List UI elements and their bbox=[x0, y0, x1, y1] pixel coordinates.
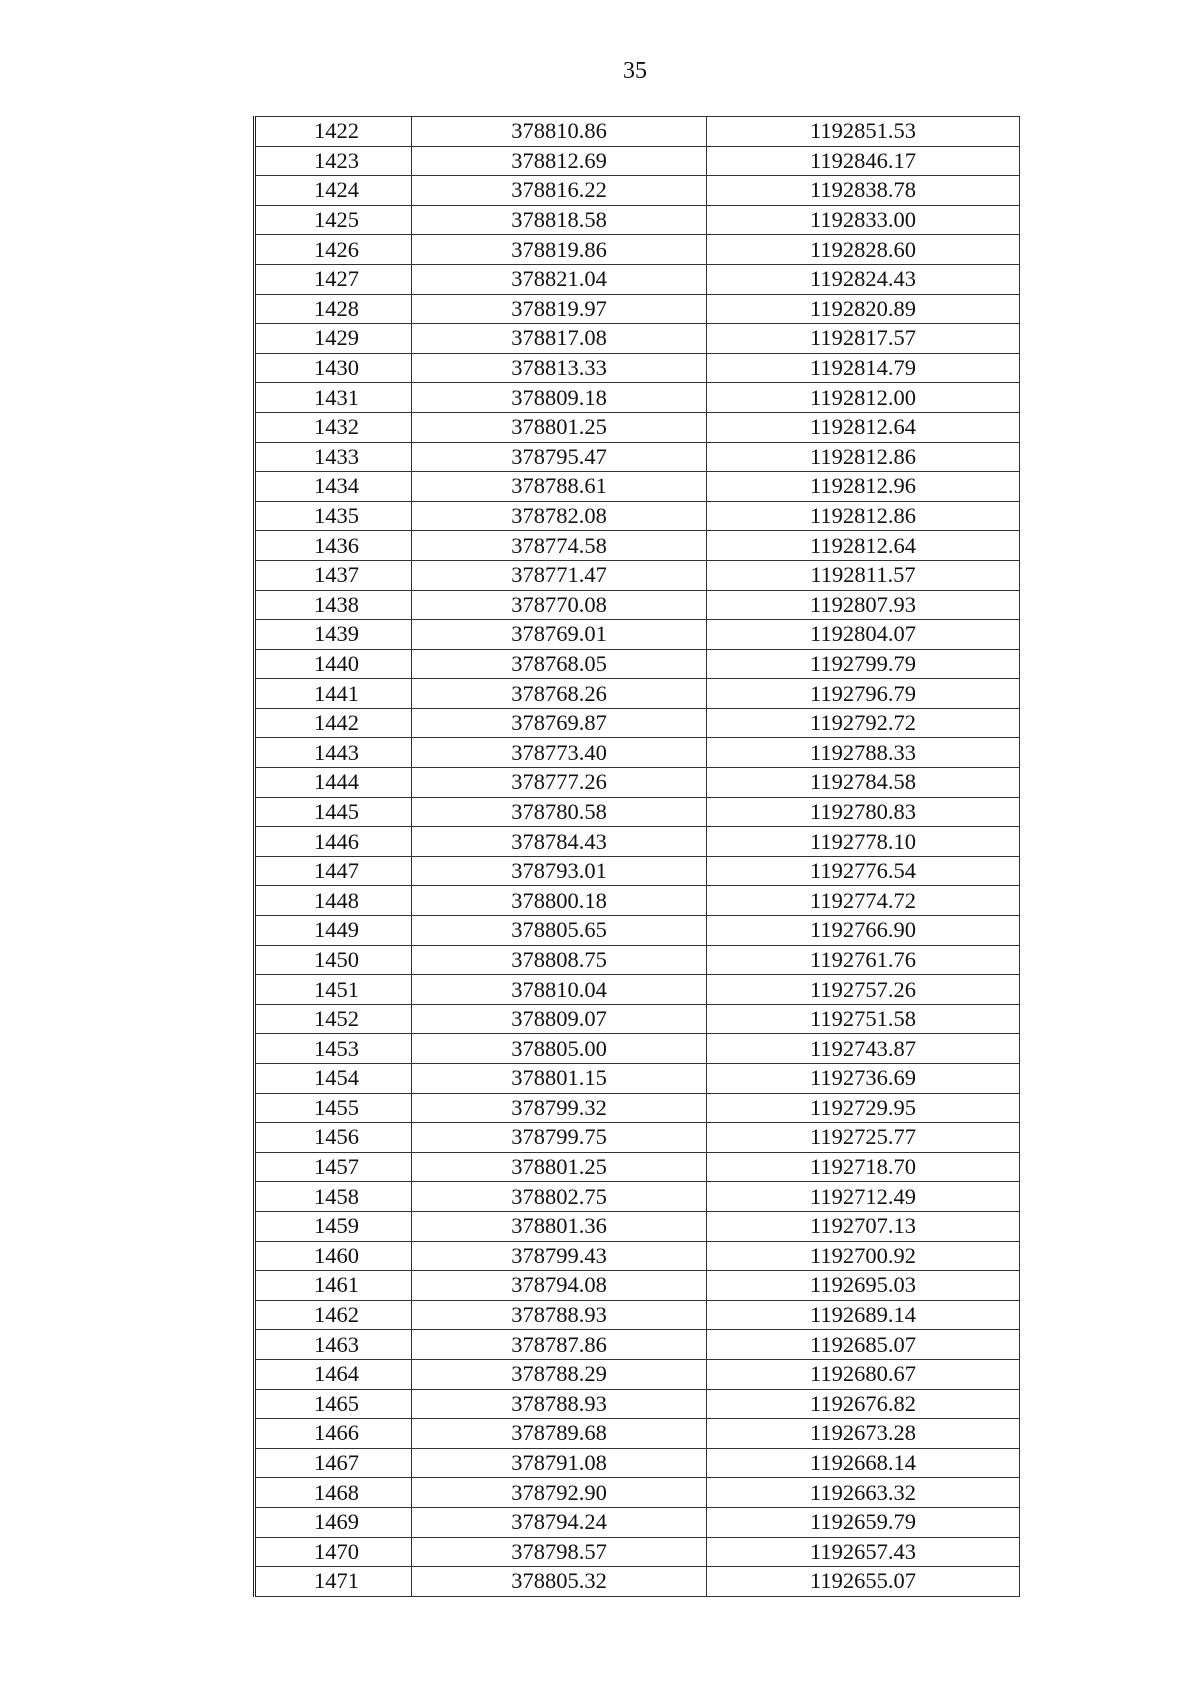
point-number-cell: 1441 bbox=[255, 679, 412, 709]
point-number-cell: 1442 bbox=[255, 708, 412, 738]
point-number-cell: 1429 bbox=[255, 324, 412, 354]
point-number-cell: 1428 bbox=[255, 294, 412, 324]
x-coordinate-cell: 378799.75 bbox=[412, 1123, 707, 1153]
table-row bbox=[255, 1300, 1020, 1330]
table-row bbox=[255, 1123, 1020, 1153]
point-number-cell: 1423 bbox=[255, 146, 412, 176]
point-number-cell: 1452 bbox=[255, 1004, 412, 1034]
y-coordinate-cell: 1192812.64 bbox=[707, 412, 1020, 442]
x-coordinate-cell: 378777.26 bbox=[412, 768, 707, 798]
y-coordinate-cell: 1192788.33 bbox=[707, 738, 1020, 768]
point-number-cell: 1460 bbox=[255, 1241, 412, 1271]
x-coordinate-cell: 378805.00 bbox=[412, 1034, 707, 1064]
x-coordinate-cell: 378769.01 bbox=[412, 620, 707, 650]
table-row bbox=[255, 176, 1020, 206]
table-row bbox=[255, 1389, 1020, 1419]
point-number-cell: 1458 bbox=[255, 1182, 412, 1212]
x-coordinate-cell: 378794.24 bbox=[412, 1507, 707, 1537]
x-coordinate-cell: 378809.07 bbox=[412, 1004, 707, 1034]
table-row bbox=[255, 324, 1020, 354]
y-coordinate-cell: 1192695.03 bbox=[707, 1271, 1020, 1301]
point-number-cell: 1437 bbox=[255, 560, 412, 590]
table-row bbox=[255, 856, 1020, 886]
y-coordinate-cell: 1192814.79 bbox=[707, 353, 1020, 383]
point-number-cell: 1462 bbox=[255, 1300, 412, 1330]
point-number-cell: 1465 bbox=[255, 1389, 412, 1419]
coordinate-table bbox=[253, 116, 1020, 1597]
x-coordinate-cell: 378801.25 bbox=[412, 1152, 707, 1182]
point-number-cell: 1425 bbox=[255, 205, 412, 235]
point-number-cell: 1464 bbox=[255, 1359, 412, 1389]
x-coordinate-cell: 378816.22 bbox=[412, 176, 707, 206]
point-number-cell: 1455 bbox=[255, 1093, 412, 1123]
table-row bbox=[255, 1004, 1020, 1034]
x-coordinate-cell: 378809.18 bbox=[412, 383, 707, 413]
x-coordinate-cell: 378782.08 bbox=[412, 501, 707, 531]
table-row bbox=[255, 797, 1020, 827]
y-coordinate-cell: 1192812.86 bbox=[707, 442, 1020, 472]
table-row bbox=[255, 146, 1020, 176]
table-row bbox=[255, 1419, 1020, 1449]
point-number-cell: 1453 bbox=[255, 1034, 412, 1064]
point-number-cell: 1447 bbox=[255, 856, 412, 886]
point-number-cell: 1427 bbox=[255, 264, 412, 294]
table-row bbox=[255, 768, 1020, 798]
y-coordinate-cell: 1192676.82 bbox=[707, 1389, 1020, 1419]
x-coordinate-cell: 378821.04 bbox=[412, 264, 707, 294]
point-number-cell: 1438 bbox=[255, 590, 412, 620]
y-coordinate-cell: 1192824.43 bbox=[707, 264, 1020, 294]
table-row bbox=[255, 916, 1020, 946]
point-number-cell: 1430 bbox=[255, 353, 412, 383]
y-coordinate-cell: 1192700.92 bbox=[707, 1241, 1020, 1271]
x-coordinate-cell: 378788.29 bbox=[412, 1359, 707, 1389]
point-number-cell: 1446 bbox=[255, 827, 412, 857]
table-row bbox=[255, 1241, 1020, 1271]
point-number-cell: 1443 bbox=[255, 738, 412, 768]
y-coordinate-cell: 1192685.07 bbox=[707, 1330, 1020, 1360]
x-coordinate-cell: 378799.32 bbox=[412, 1093, 707, 1123]
point-number-cell: 1424 bbox=[255, 176, 412, 206]
point-number-cell: 1467 bbox=[255, 1448, 412, 1478]
point-number-cell: 1456 bbox=[255, 1123, 412, 1153]
y-coordinate-cell: 1192743.87 bbox=[707, 1034, 1020, 1064]
point-number-cell: 1449 bbox=[255, 916, 412, 946]
table-row bbox=[255, 294, 1020, 324]
table-row bbox=[255, 1211, 1020, 1241]
y-coordinate-cell: 1192784.58 bbox=[707, 768, 1020, 798]
point-number-cell: 1466 bbox=[255, 1419, 412, 1449]
y-coordinate-cell: 1192757.26 bbox=[707, 975, 1020, 1005]
x-coordinate-cell: 378799.43 bbox=[412, 1241, 707, 1271]
point-number-cell: 1470 bbox=[255, 1537, 412, 1567]
x-coordinate-cell: 378795.47 bbox=[412, 442, 707, 472]
table-row bbox=[255, 590, 1020, 620]
x-coordinate-cell: 378771.47 bbox=[412, 560, 707, 590]
y-coordinate-cell: 1192761.76 bbox=[707, 945, 1020, 975]
point-number-cell: 1431 bbox=[255, 383, 412, 413]
table-row bbox=[255, 531, 1020, 561]
x-coordinate-cell: 378800.18 bbox=[412, 886, 707, 916]
y-coordinate-cell: 1192766.90 bbox=[707, 916, 1020, 946]
table-row bbox=[255, 1359, 1020, 1389]
y-coordinate-cell: 1192729.95 bbox=[707, 1093, 1020, 1123]
x-coordinate-cell: 378773.40 bbox=[412, 738, 707, 768]
point-number-cell: 1444 bbox=[255, 768, 412, 798]
point-number-cell: 1432 bbox=[255, 412, 412, 442]
y-coordinate-cell: 1192812.96 bbox=[707, 472, 1020, 502]
table-row bbox=[255, 235, 1020, 265]
point-number-cell: 1434 bbox=[255, 472, 412, 502]
table-row bbox=[255, 1271, 1020, 1301]
y-coordinate-cell: 1192817.57 bbox=[707, 324, 1020, 354]
table-row bbox=[255, 827, 1020, 857]
y-coordinate-cell: 1192812.00 bbox=[707, 383, 1020, 413]
x-coordinate-cell: 378768.05 bbox=[412, 649, 707, 679]
table-row bbox=[255, 442, 1020, 472]
x-coordinate-cell: 378801.15 bbox=[412, 1064, 707, 1094]
table-row bbox=[255, 708, 1020, 738]
x-coordinate-cell: 378793.01 bbox=[412, 856, 707, 886]
x-coordinate-cell: 378769.87 bbox=[412, 708, 707, 738]
point-number-cell: 1471 bbox=[255, 1567, 412, 1597]
x-coordinate-cell: 378805.65 bbox=[412, 916, 707, 946]
x-coordinate-cell: 378788.61 bbox=[412, 472, 707, 502]
y-coordinate-cell: 1192673.28 bbox=[707, 1419, 1020, 1449]
point-number-cell: 1457 bbox=[255, 1152, 412, 1182]
point-number-cell: 1440 bbox=[255, 649, 412, 679]
point-number-cell: 1459 bbox=[255, 1211, 412, 1241]
y-coordinate-cell: 1192736.69 bbox=[707, 1064, 1020, 1094]
table-row bbox=[255, 1034, 1020, 1064]
x-coordinate-cell: 378801.25 bbox=[412, 412, 707, 442]
x-coordinate-cell: 378789.68 bbox=[412, 1419, 707, 1449]
table-row bbox=[255, 264, 1020, 294]
y-coordinate-cell: 1192820.89 bbox=[707, 294, 1020, 324]
point-number-cell: 1426 bbox=[255, 235, 412, 265]
table-row bbox=[255, 205, 1020, 235]
y-coordinate-cell: 1192725.77 bbox=[707, 1123, 1020, 1153]
x-coordinate-cell: 378801.36 bbox=[412, 1211, 707, 1241]
table-row bbox=[255, 1537, 1020, 1567]
point-number-cell: 1448 bbox=[255, 886, 412, 916]
y-coordinate-cell: 1192846.17 bbox=[707, 146, 1020, 176]
table-row bbox=[255, 1093, 1020, 1123]
x-coordinate-cell: 378788.93 bbox=[412, 1300, 707, 1330]
x-coordinate-cell: 378770.08 bbox=[412, 590, 707, 620]
point-number-cell: 1439 bbox=[255, 620, 412, 650]
y-coordinate-cell: 1192774.72 bbox=[707, 886, 1020, 916]
y-coordinate-cell: 1192807.93 bbox=[707, 590, 1020, 620]
table-row bbox=[255, 1182, 1020, 1212]
table-row bbox=[255, 1330, 1020, 1360]
point-number-cell: 1463 bbox=[255, 1330, 412, 1360]
y-coordinate-cell: 1192689.14 bbox=[707, 1300, 1020, 1330]
table-row bbox=[255, 117, 1020, 147]
table-row bbox=[255, 945, 1020, 975]
y-coordinate-cell: 1192799.79 bbox=[707, 649, 1020, 679]
table-row bbox=[255, 412, 1020, 442]
y-coordinate-cell: 1192838.78 bbox=[707, 176, 1020, 206]
x-coordinate-cell: 378780.58 bbox=[412, 797, 707, 827]
x-coordinate-cell: 378810.86 bbox=[412, 117, 707, 147]
x-coordinate-cell: 378784.43 bbox=[412, 827, 707, 857]
point-number-cell: 1461 bbox=[255, 1271, 412, 1301]
point-number-cell: 1422 bbox=[255, 117, 412, 147]
y-coordinate-cell: 1192780.83 bbox=[707, 797, 1020, 827]
table-row bbox=[255, 472, 1020, 502]
table-row bbox=[255, 649, 1020, 679]
y-coordinate-cell: 1192712.49 bbox=[707, 1182, 1020, 1212]
y-coordinate-cell: 1192776.54 bbox=[707, 856, 1020, 886]
coordinate-table-body bbox=[255, 117, 1020, 1597]
x-coordinate-cell: 378808.75 bbox=[412, 945, 707, 975]
table-row bbox=[255, 679, 1020, 709]
x-coordinate-cell: 378805.32 bbox=[412, 1567, 707, 1597]
x-coordinate-cell: 378792.90 bbox=[412, 1478, 707, 1508]
x-coordinate-cell: 378817.08 bbox=[412, 324, 707, 354]
y-coordinate-cell: 1192804.07 bbox=[707, 620, 1020, 650]
x-coordinate-cell: 378819.86 bbox=[412, 235, 707, 265]
x-coordinate-cell: 378788.93 bbox=[412, 1389, 707, 1419]
table-row bbox=[255, 353, 1020, 383]
x-coordinate-cell: 378798.57 bbox=[412, 1537, 707, 1567]
x-coordinate-cell: 378819.97 bbox=[412, 294, 707, 324]
table-row bbox=[255, 886, 1020, 916]
y-coordinate-cell: 1192657.43 bbox=[707, 1537, 1020, 1567]
x-coordinate-cell: 378813.33 bbox=[412, 353, 707, 383]
y-coordinate-cell: 1192851.53 bbox=[707, 117, 1020, 147]
point-number-cell: 1468 bbox=[255, 1478, 412, 1508]
y-coordinate-cell: 1192659.79 bbox=[707, 1507, 1020, 1537]
x-coordinate-cell: 378802.75 bbox=[412, 1182, 707, 1212]
y-coordinate-cell: 1192718.70 bbox=[707, 1152, 1020, 1182]
table-row bbox=[255, 383, 1020, 413]
table-row bbox=[255, 1507, 1020, 1537]
y-coordinate-cell: 1192812.64 bbox=[707, 531, 1020, 561]
y-coordinate-cell: 1192812.86 bbox=[707, 501, 1020, 531]
point-number-cell: 1435 bbox=[255, 501, 412, 531]
y-coordinate-cell: 1192796.79 bbox=[707, 679, 1020, 709]
point-number-cell: 1450 bbox=[255, 945, 412, 975]
x-coordinate-cell: 378768.26 bbox=[412, 679, 707, 709]
table-row bbox=[255, 1448, 1020, 1478]
y-coordinate-cell: 1192680.67 bbox=[707, 1359, 1020, 1389]
x-coordinate-cell: 378791.08 bbox=[412, 1448, 707, 1478]
y-coordinate-cell: 1192668.14 bbox=[707, 1448, 1020, 1478]
x-coordinate-cell: 378810.04 bbox=[412, 975, 707, 1005]
y-coordinate-cell: 1192828.60 bbox=[707, 235, 1020, 265]
table-row bbox=[255, 501, 1020, 531]
point-number-cell: 1436 bbox=[255, 531, 412, 561]
x-coordinate-cell: 378818.58 bbox=[412, 205, 707, 235]
y-coordinate-cell: 1192751.58 bbox=[707, 1004, 1020, 1034]
page-number: 35 bbox=[623, 58, 647, 84]
point-number-cell: 1433 bbox=[255, 442, 412, 472]
x-coordinate-cell: 378774.58 bbox=[412, 531, 707, 561]
y-coordinate-cell: 1192778.10 bbox=[707, 827, 1020, 857]
table-row bbox=[255, 620, 1020, 650]
table-row bbox=[255, 1152, 1020, 1182]
y-coordinate-cell: 1192655.07 bbox=[707, 1567, 1020, 1597]
table-row bbox=[255, 1064, 1020, 1094]
x-coordinate-cell: 378787.86 bbox=[412, 1330, 707, 1360]
y-coordinate-cell: 1192833.00 bbox=[707, 205, 1020, 235]
point-number-cell: 1451 bbox=[255, 975, 412, 1005]
y-coordinate-cell: 1192811.57 bbox=[707, 560, 1020, 590]
table-row bbox=[255, 560, 1020, 590]
y-coordinate-cell: 1192792.72 bbox=[707, 708, 1020, 738]
point-number-cell: 1445 bbox=[255, 797, 412, 827]
point-number-cell: 1454 bbox=[255, 1064, 412, 1094]
y-coordinate-cell: 1192707.13 bbox=[707, 1211, 1020, 1241]
y-coordinate-cell: 1192663.32 bbox=[707, 1478, 1020, 1508]
x-coordinate-cell: 378794.08 bbox=[412, 1271, 707, 1301]
x-coordinate-cell: 378812.69 bbox=[412, 146, 707, 176]
point-number-cell: 1469 bbox=[255, 1507, 412, 1537]
table-row bbox=[255, 1567, 1020, 1597]
table-row bbox=[255, 1478, 1020, 1508]
table-row bbox=[255, 975, 1020, 1005]
table-row bbox=[255, 738, 1020, 768]
